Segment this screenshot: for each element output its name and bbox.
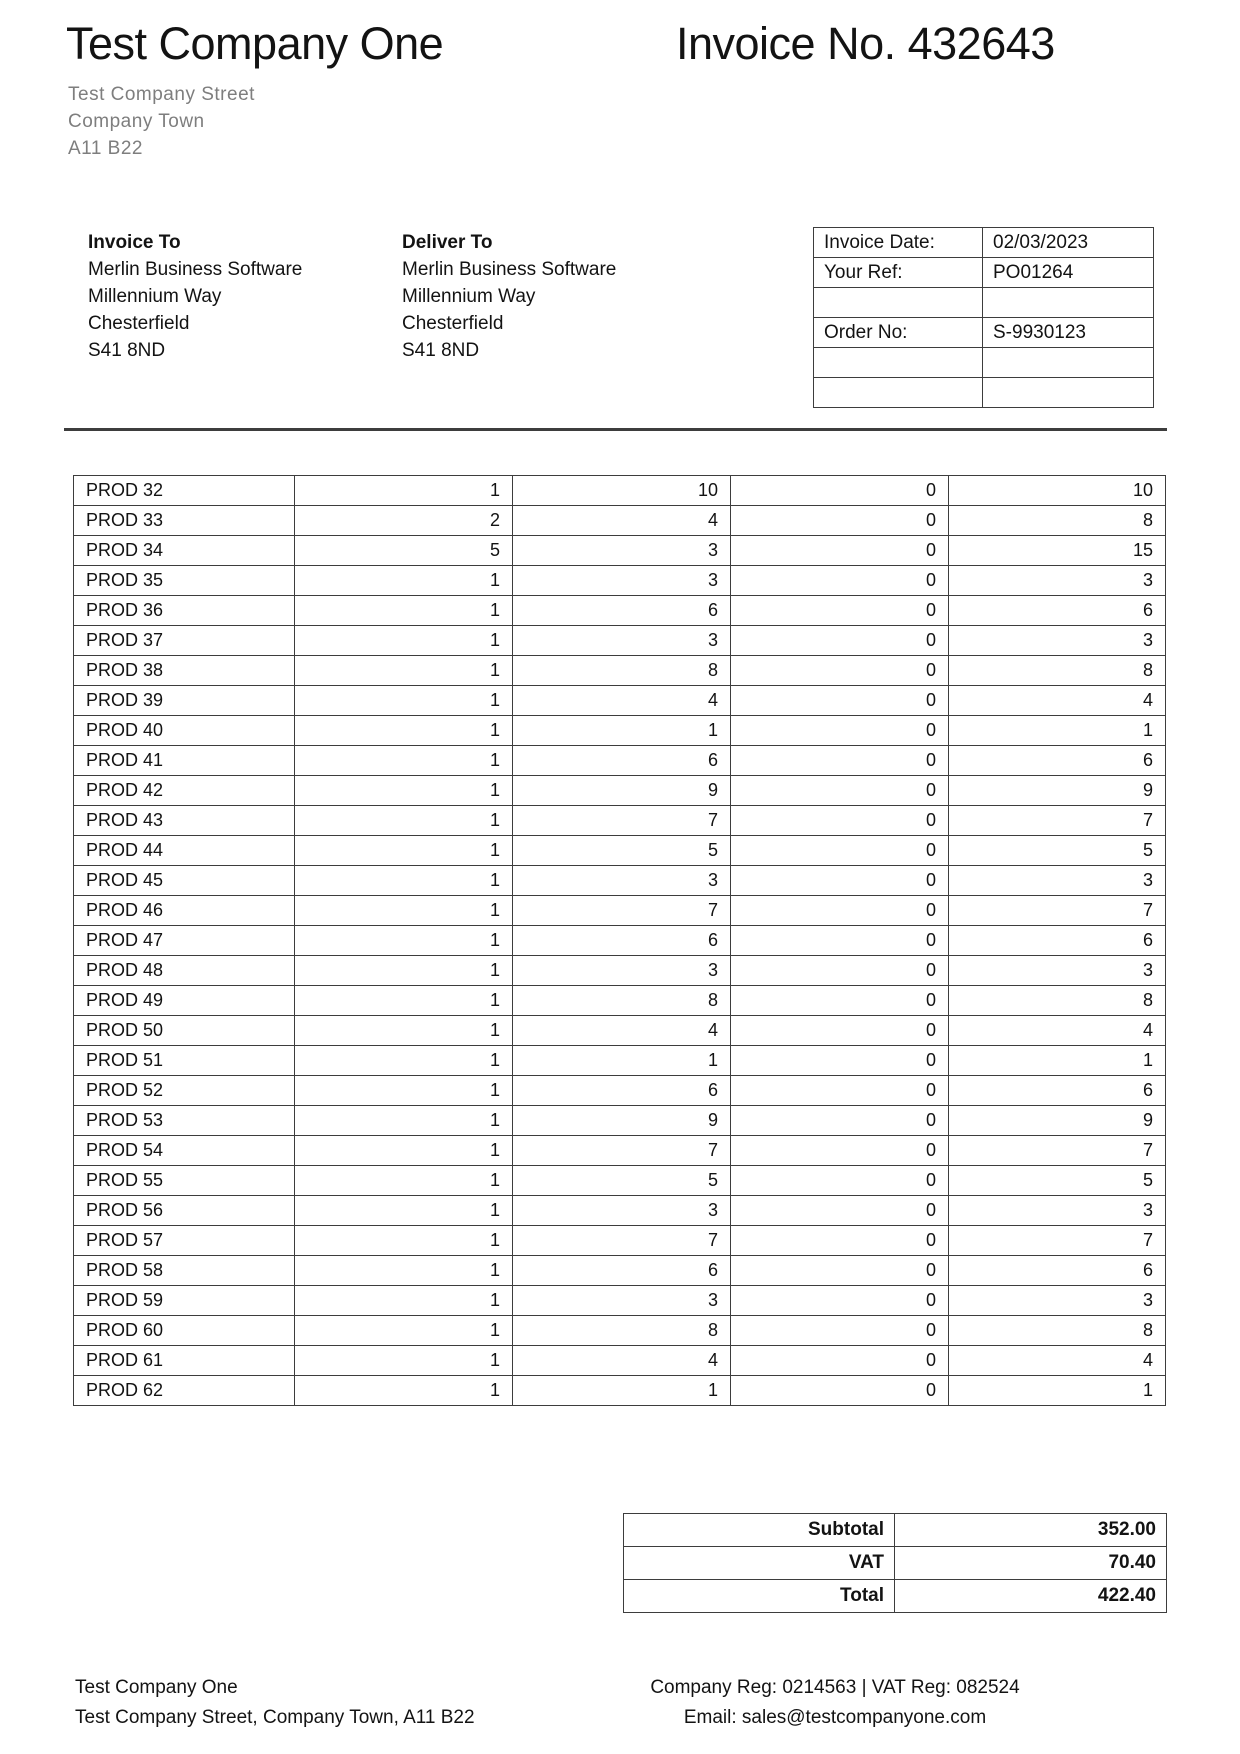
item-total-cell: 1 bbox=[949, 716, 1166, 746]
item-qty-cell: 1 bbox=[295, 1046, 513, 1076]
table-row bbox=[74, 566, 1166, 596]
company-address-line: A11 B22 bbox=[68, 138, 143, 159]
item-total-cell: 7 bbox=[949, 806, 1166, 836]
item-price-cell: 5 bbox=[513, 1166, 731, 1196]
table-row bbox=[74, 1076, 1166, 1106]
item-product-cell: PROD 57 bbox=[74, 1226, 295, 1256]
item-discount-cell: 0 bbox=[731, 716, 949, 746]
item-product-cell: PROD 43 bbox=[74, 806, 295, 836]
summary-label-cell: Total bbox=[624, 1580, 895, 1613]
table-row bbox=[74, 956, 1166, 986]
item-discount-cell: 0 bbox=[731, 506, 949, 536]
table-row bbox=[74, 836, 1166, 866]
invoice-to-line: Millennium Way bbox=[88, 286, 222, 307]
company-address-block bbox=[68, 81, 255, 162]
footer-registration-line: Company Reg: 0214563 | VAT Reg: 082524 bbox=[650, 1677, 1020, 1698]
item-product-cell: PROD 49 bbox=[74, 986, 295, 1016]
item-total-cell: 4 bbox=[949, 686, 1166, 716]
company-name-title: Test Company One bbox=[66, 18, 444, 69]
detail-label-cell bbox=[814, 378, 983, 408]
item-price-cell: 8 bbox=[513, 986, 731, 1016]
item-price-cell: 8 bbox=[513, 1316, 731, 1346]
item-total-cell: 6 bbox=[949, 926, 1166, 956]
item-price-cell: 7 bbox=[513, 896, 731, 926]
detail-value-cell bbox=[983, 378, 1154, 408]
item-price-cell: 4 bbox=[513, 1016, 731, 1046]
item-total-cell: 3 bbox=[949, 866, 1166, 896]
item-qty-cell: 1 bbox=[295, 806, 513, 836]
item-total-cell: 3 bbox=[949, 1196, 1166, 1226]
detail-label-cell: Order No: bbox=[814, 318, 983, 348]
item-qty-cell: 1 bbox=[295, 1316, 513, 1346]
item-discount-cell: 0 bbox=[731, 1346, 949, 1376]
item-product-cell: PROD 38 bbox=[74, 656, 295, 686]
item-total-cell: 7 bbox=[949, 1226, 1166, 1256]
item-qty-cell: 1 bbox=[295, 476, 513, 506]
totals-summary-table bbox=[623, 1513, 1167, 1613]
item-price-cell: 4 bbox=[513, 1346, 731, 1376]
footer-company-name: Test Company One bbox=[75, 1677, 238, 1698]
table-row bbox=[624, 1580, 1167, 1613]
item-product-cell: PROD 37 bbox=[74, 626, 295, 656]
detail-label-cell: Invoice Date: bbox=[814, 228, 983, 258]
table-row bbox=[74, 656, 1166, 686]
table-row bbox=[74, 1286, 1166, 1316]
item-total-cell: 8 bbox=[949, 1316, 1166, 1346]
item-qty-cell: 1 bbox=[295, 956, 513, 986]
item-qty-cell: 1 bbox=[295, 716, 513, 746]
invoice-to-line: S41 8ND bbox=[88, 340, 166, 361]
item-total-cell: 5 bbox=[949, 836, 1166, 866]
table-row bbox=[814, 258, 1154, 288]
table-row bbox=[74, 1016, 1166, 1046]
deliver-to-line: Millennium Way bbox=[402, 286, 536, 307]
item-discount-cell: 0 bbox=[731, 746, 949, 776]
invoice-to-label: Invoice To bbox=[88, 232, 181, 253]
item-total-cell: 8 bbox=[949, 656, 1166, 686]
item-qty-cell: 1 bbox=[295, 896, 513, 926]
table-row bbox=[74, 506, 1166, 536]
table-row bbox=[814, 228, 1154, 258]
header-divider-rule bbox=[64, 428, 1167, 431]
item-total-cell: 15 bbox=[949, 536, 1166, 566]
item-product-cell: PROD 41 bbox=[74, 746, 295, 776]
item-product-cell: PROD 34 bbox=[74, 536, 295, 566]
table-row bbox=[74, 1106, 1166, 1136]
item-product-cell: PROD 36 bbox=[74, 596, 295, 626]
item-total-cell: 9 bbox=[949, 1106, 1166, 1136]
table-row bbox=[74, 986, 1166, 1016]
invoice-to-block bbox=[88, 229, 302, 364]
item-qty-cell: 1 bbox=[295, 1196, 513, 1226]
footer-company-address: Test Company Street, Company Town, A11 B22 bbox=[75, 1707, 475, 1728]
item-qty-cell: 1 bbox=[295, 746, 513, 776]
item-price-cell: 6 bbox=[513, 1076, 731, 1106]
invoice-details-table bbox=[813, 227, 1154, 408]
table-row bbox=[74, 1346, 1166, 1376]
item-qty-cell: 1 bbox=[295, 1076, 513, 1106]
item-discount-cell: 0 bbox=[731, 956, 949, 986]
table-row bbox=[74, 716, 1166, 746]
detail-value-cell: PO01264 bbox=[983, 258, 1154, 288]
item-total-cell: 6 bbox=[949, 1256, 1166, 1286]
table-row bbox=[74, 596, 1166, 626]
item-product-cell: PROD 61 bbox=[74, 1346, 295, 1376]
summary-value-cell: 352.00 bbox=[895, 1514, 1167, 1547]
item-price-cell: 3 bbox=[513, 536, 731, 566]
item-discount-cell: 0 bbox=[731, 686, 949, 716]
item-price-cell: 3 bbox=[513, 1196, 731, 1226]
table-row bbox=[74, 1256, 1166, 1286]
item-qty-cell: 1 bbox=[295, 1346, 513, 1376]
table-row bbox=[74, 806, 1166, 836]
item-total-cell: 3 bbox=[949, 1286, 1166, 1316]
item-total-cell: 4 bbox=[949, 1346, 1166, 1376]
item-total-cell: 8 bbox=[949, 506, 1166, 536]
item-price-cell: 8 bbox=[513, 656, 731, 686]
item-discount-cell: 0 bbox=[731, 1136, 949, 1166]
item-product-cell: PROD 58 bbox=[74, 1256, 295, 1286]
item-qty-cell: 1 bbox=[295, 1256, 513, 1286]
table-row bbox=[74, 746, 1166, 776]
footer-company-block bbox=[75, 1673, 475, 1733]
item-price-cell: 6 bbox=[513, 926, 731, 956]
item-discount-cell: 0 bbox=[731, 566, 949, 596]
table-row bbox=[74, 476, 1166, 506]
item-discount-cell: 0 bbox=[731, 1316, 949, 1346]
table-row bbox=[814, 378, 1154, 408]
item-qty-cell: 1 bbox=[295, 596, 513, 626]
item-total-cell: 5 bbox=[949, 1166, 1166, 1196]
item-product-cell: PROD 42 bbox=[74, 776, 295, 806]
item-qty-cell: 1 bbox=[295, 1286, 513, 1316]
item-qty-cell: 1 bbox=[295, 656, 513, 686]
item-discount-cell: 0 bbox=[731, 776, 949, 806]
item-discount-cell: 0 bbox=[731, 1256, 949, 1286]
summary-label-cell: Subtotal bbox=[624, 1514, 895, 1547]
table-row bbox=[74, 1136, 1166, 1166]
table-row bbox=[814, 288, 1154, 318]
item-total-cell: 4 bbox=[949, 1016, 1166, 1046]
deliver-to-line: Merlin Business Software bbox=[402, 259, 617, 280]
item-discount-cell: 0 bbox=[731, 866, 949, 896]
item-qty-cell: 1 bbox=[295, 1376, 513, 1406]
summary-value-cell: 70.40 bbox=[895, 1547, 1167, 1580]
table-row bbox=[74, 866, 1166, 896]
item-price-cell: 3 bbox=[513, 1286, 731, 1316]
item-qty-cell: 1 bbox=[295, 836, 513, 866]
item-price-cell: 4 bbox=[513, 686, 731, 716]
item-total-cell: 1 bbox=[949, 1376, 1166, 1406]
item-product-cell: PROD 59 bbox=[74, 1286, 295, 1316]
item-price-cell: 4 bbox=[513, 506, 731, 536]
detail-value-cell bbox=[983, 288, 1154, 318]
item-price-cell: 1 bbox=[513, 1046, 731, 1076]
item-qty-cell: 1 bbox=[295, 926, 513, 956]
item-price-cell: 9 bbox=[513, 776, 731, 806]
item-total-cell: 3 bbox=[949, 626, 1166, 656]
item-discount-cell: 0 bbox=[731, 1046, 949, 1076]
item-discount-cell: 0 bbox=[731, 1226, 949, 1256]
item-product-cell: PROD 40 bbox=[74, 716, 295, 746]
item-total-cell: 3 bbox=[949, 956, 1166, 986]
item-product-cell: PROD 48 bbox=[74, 956, 295, 986]
item-price-cell: 5 bbox=[513, 836, 731, 866]
item-qty-cell: 1 bbox=[295, 986, 513, 1016]
item-product-cell: PROD 44 bbox=[74, 836, 295, 866]
item-total-cell: 10 bbox=[949, 476, 1166, 506]
item-price-cell: 3 bbox=[513, 626, 731, 656]
item-product-cell: PROD 56 bbox=[74, 1196, 295, 1226]
item-price-cell: 1 bbox=[513, 1376, 731, 1406]
item-price-cell: 3 bbox=[513, 956, 731, 986]
item-discount-cell: 0 bbox=[731, 476, 949, 506]
detail-value-cell: 02/03/2023 bbox=[983, 228, 1154, 258]
item-discount-cell: 0 bbox=[731, 896, 949, 926]
item-product-cell: PROD 52 bbox=[74, 1076, 295, 1106]
item-total-cell: 6 bbox=[949, 1076, 1166, 1106]
item-discount-cell: 0 bbox=[731, 836, 949, 866]
table-row bbox=[74, 1046, 1166, 1076]
summary-label-cell: VAT bbox=[624, 1547, 895, 1580]
item-product-cell: PROD 53 bbox=[74, 1106, 295, 1136]
item-total-cell: 8 bbox=[949, 986, 1166, 1016]
item-price-cell: 7 bbox=[513, 1136, 731, 1166]
summary-value-cell: 422.40 bbox=[895, 1580, 1167, 1613]
detail-value-cell bbox=[983, 348, 1154, 378]
item-product-cell: PROD 55 bbox=[74, 1166, 295, 1196]
invoice-to-line: Merlin Business Software bbox=[88, 259, 303, 280]
item-price-cell: 9 bbox=[513, 1106, 731, 1136]
item-product-cell: PROD 39 bbox=[74, 686, 295, 716]
item-price-cell: 6 bbox=[513, 746, 731, 776]
item-total-cell: 7 bbox=[949, 896, 1166, 926]
item-product-cell: PROD 33 bbox=[74, 506, 295, 536]
deliver-to-line: S41 8ND bbox=[402, 340, 480, 361]
line-items-table bbox=[73, 475, 1166, 1406]
table-row bbox=[74, 926, 1166, 956]
item-discount-cell: 0 bbox=[731, 596, 949, 626]
deliver-to-label: Deliver To bbox=[402, 232, 493, 253]
item-qty-cell: 1 bbox=[295, 1166, 513, 1196]
item-qty-cell: 1 bbox=[295, 776, 513, 806]
item-qty-cell: 1 bbox=[295, 1106, 513, 1136]
item-product-cell: PROD 32 bbox=[74, 476, 295, 506]
item-discount-cell: 0 bbox=[731, 656, 949, 686]
item-discount-cell: 0 bbox=[731, 926, 949, 956]
item-price-cell: 7 bbox=[513, 1226, 731, 1256]
item-qty-cell: 1 bbox=[295, 626, 513, 656]
item-total-cell: 7 bbox=[949, 1136, 1166, 1166]
item-discount-cell: 0 bbox=[731, 986, 949, 1016]
item-discount-cell: 0 bbox=[731, 1106, 949, 1136]
item-discount-cell: 0 bbox=[731, 626, 949, 656]
item-qty-cell: 1 bbox=[295, 1136, 513, 1166]
table-row bbox=[74, 776, 1166, 806]
table-row bbox=[74, 1316, 1166, 1346]
table-row bbox=[74, 1376, 1166, 1406]
deliver-to-line: Chesterfield bbox=[402, 313, 504, 334]
item-discount-cell: 0 bbox=[731, 1016, 949, 1046]
invoice-number-title: Invoice No. 432643 bbox=[676, 18, 1055, 69]
item-price-cell: 3 bbox=[513, 866, 731, 896]
table-row bbox=[814, 318, 1154, 348]
item-total-cell: 6 bbox=[949, 746, 1166, 776]
item-product-cell: PROD 46 bbox=[74, 896, 295, 926]
item-discount-cell: 0 bbox=[731, 1076, 949, 1106]
table-row bbox=[74, 536, 1166, 566]
detail-label-cell bbox=[814, 348, 983, 378]
item-qty-cell: 1 bbox=[295, 1016, 513, 1046]
item-discount-cell: 0 bbox=[731, 806, 949, 836]
item-discount-cell: 0 bbox=[731, 1196, 949, 1226]
table-row bbox=[814, 348, 1154, 378]
table-row bbox=[624, 1514, 1167, 1547]
footer-email-line: Email: sales@testcompanyone.com bbox=[683, 1707, 987, 1728]
item-qty-cell: 1 bbox=[295, 686, 513, 716]
item-total-cell: 9 bbox=[949, 776, 1166, 806]
item-product-cell: PROD 35 bbox=[74, 566, 295, 596]
item-price-cell: 10 bbox=[513, 476, 731, 506]
detail-label-cell: Your Ref: bbox=[814, 258, 983, 288]
item-price-cell: 3 bbox=[513, 566, 731, 596]
company-address-line: Test Company Street bbox=[68, 84, 255, 105]
table-row bbox=[74, 1166, 1166, 1196]
item-discount-cell: 0 bbox=[731, 536, 949, 566]
item-product-cell: PROD 51 bbox=[74, 1046, 295, 1076]
item-discount-cell: 0 bbox=[731, 1286, 949, 1316]
footer-registration-block bbox=[520, 1673, 1150, 1733]
item-product-cell: PROD 45 bbox=[74, 866, 295, 896]
item-qty-cell: 1 bbox=[295, 866, 513, 896]
item-qty-cell: 5 bbox=[295, 536, 513, 566]
table-row bbox=[74, 896, 1166, 926]
item-qty-cell: 2 bbox=[295, 506, 513, 536]
deliver-to-block bbox=[402, 229, 616, 364]
detail-label-cell bbox=[814, 288, 983, 318]
item-qty-cell: 1 bbox=[295, 566, 513, 596]
item-product-cell: PROD 50 bbox=[74, 1016, 295, 1046]
item-discount-cell: 0 bbox=[731, 1376, 949, 1406]
item-product-cell: PROD 60 bbox=[74, 1316, 295, 1346]
table-row bbox=[74, 1226, 1166, 1256]
item-discount-cell: 0 bbox=[731, 1166, 949, 1196]
item-qty-cell: 1 bbox=[295, 1226, 513, 1256]
table-row bbox=[74, 686, 1166, 716]
item-price-cell: 6 bbox=[513, 1256, 731, 1286]
item-total-cell: 6 bbox=[949, 596, 1166, 626]
item-price-cell: 1 bbox=[513, 716, 731, 746]
table-row bbox=[74, 1196, 1166, 1226]
table-row bbox=[74, 626, 1166, 656]
company-address-line: Company Town bbox=[68, 111, 205, 132]
item-price-cell: 6 bbox=[513, 596, 731, 626]
item-total-cell: 3 bbox=[949, 566, 1166, 596]
table-row bbox=[624, 1547, 1167, 1580]
item-total-cell: 1 bbox=[949, 1046, 1166, 1076]
item-product-cell: PROD 47 bbox=[74, 926, 295, 956]
item-price-cell: 7 bbox=[513, 806, 731, 836]
detail-value-cell: S-9930123 bbox=[983, 318, 1154, 348]
item-product-cell: PROD 54 bbox=[74, 1136, 295, 1166]
invoice-to-line: Chesterfield bbox=[88, 313, 190, 334]
item-product-cell: PROD 62 bbox=[74, 1376, 295, 1406]
